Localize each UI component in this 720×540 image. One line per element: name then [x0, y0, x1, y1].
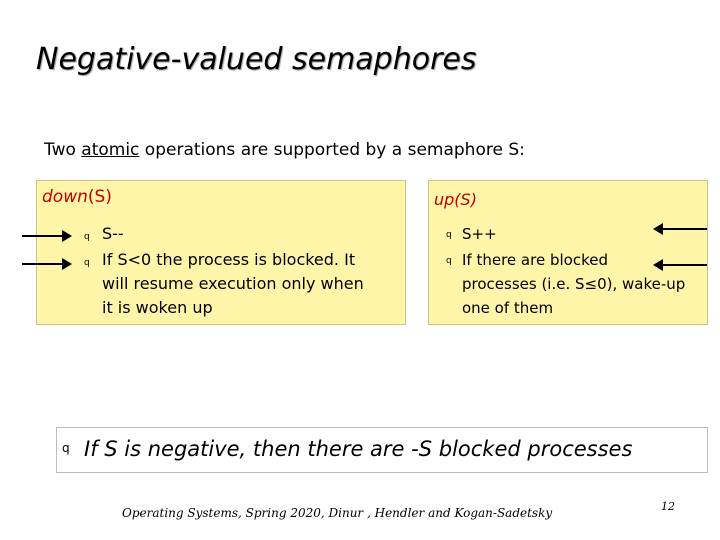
slide-title: Negative-valued semaphores: [36, 42, 477, 77]
down-item-1: S--: [102, 224, 124, 243]
intro-underlined: atomic: [81, 140, 140, 160]
up-heading: up(S): [434, 190, 477, 209]
intro-before: Two: [44, 140, 82, 160]
bullet-icon: q: [446, 256, 452, 266]
arrow-left-icon: [655, 228, 707, 230]
highlight-text: If S is negative, then there are -S blocked processes: [84, 437, 633, 461]
footer: Operating Systems, Spring 2020, Dinur , Hendler and Kogan-Sadetsky: [122, 506, 553, 520]
down-item-3: will resume execution only when: [102, 274, 364, 293]
arrow-right-icon: [22, 235, 70, 237]
down-item-4: it is woken up: [102, 298, 213, 317]
arrow-right-icon: [22, 263, 70, 265]
intro-text: [44, 140, 525, 160]
up-item-4: one of them: [462, 299, 554, 317]
intro-after: operations are supported by a semaphore S:: [139, 140, 525, 160]
up-item-2: If there are blocked: [462, 251, 608, 269]
arrow-left-icon: [655, 264, 707, 266]
page-number: 12: [661, 500, 675, 513]
up-item-1: S++: [462, 225, 497, 243]
up-item-3: processes (i.e. S≤0), wake-up: [462, 275, 686, 293]
bullet-icon: q: [446, 230, 452, 240]
down-item-2: If S<0 the process is blocked. It: [102, 250, 356, 269]
down-heading-args: (S): [87, 187, 112, 207]
bullet-icon: q: [62, 441, 70, 455]
bullet-icon: q: [84, 258, 90, 268]
down-heading: [42, 187, 112, 207]
bullet-icon: q: [84, 232, 90, 242]
down-heading-fn: down: [42, 187, 88, 207]
